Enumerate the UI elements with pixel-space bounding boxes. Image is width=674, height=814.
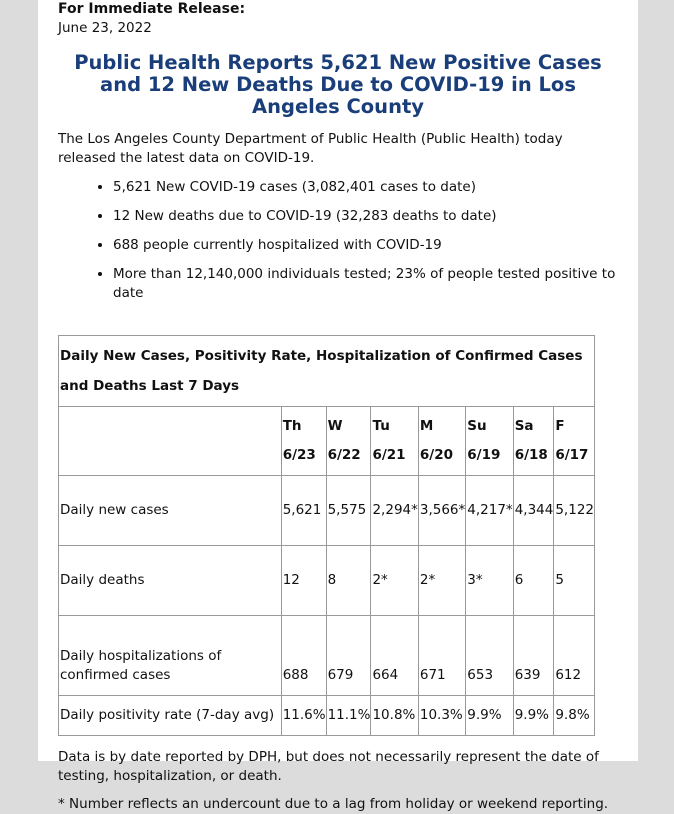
summary-item: • 5,621 New COVID-19 cases (3,082,401 cases to date): [113, 178, 618, 197]
table-cell: 8: [326, 546, 371, 616]
day-header: F 6/17: [554, 407, 595, 476]
table-cell: 2*: [371, 546, 418, 616]
table-cell: 664: [371, 616, 418, 696]
day-header: Tu 6/21: [371, 407, 418, 476]
table-cell: 5,122: [554, 476, 595, 546]
table-row: [59, 696, 595, 736]
table-cell: 5: [554, 546, 595, 616]
table-cell: 639: [513, 616, 554, 696]
table-row: [59, 546, 595, 616]
footnotes: [58, 748, 618, 814]
day-header: W 6/22: [326, 407, 371, 476]
table-cell: 6: [513, 546, 554, 616]
release-date: June 23, 2022: [58, 20, 152, 36]
table-cell: 612: [554, 616, 595, 696]
table-cell: 3,566*: [418, 476, 465, 546]
table-cell: 12: [281, 546, 326, 616]
day-header: Sa 6/18: [513, 407, 554, 476]
table-cell: 10.3%: [418, 696, 465, 736]
row-label: Daily deaths: [59, 546, 282, 616]
row-label: Daily positivity rate (7-day avg): [59, 696, 282, 736]
table-cell: 2*: [418, 546, 465, 616]
table-title: Daily New Cases, Positivity Rate, Hospitalization of Confirmed Cases and Deaths Last 7 Days: [59, 336, 595, 407]
data-note: Data is by date reported by DPH, but does not necessarily represent the date of testing, hospitalization, or death.: [58, 749, 599, 784]
table-row: [59, 476, 595, 546]
intro-paragraph: The Los Angeles County Department of Public Health (Public Health) today released the latest data on COVID-19.: [58, 131, 563, 166]
press-release-page: [38, 0, 638, 812]
table-cell: 9.9%: [466, 696, 513, 736]
day-header: M 6/20: [418, 407, 465, 476]
summary-item: • More than 12,140,000 individuals tested; 23% of people tested positive to date: [113, 265, 618, 303]
header-blank-cell: [59, 407, 282, 476]
day-header: Su 6/19: [466, 407, 513, 476]
table-cell: 688: [281, 616, 326, 696]
covid-data-table: [58, 335, 595, 736]
summary-item: • 688 people currently hospitalized with COVID-19: [113, 236, 618, 255]
table-cell: 671: [418, 616, 465, 696]
table-cell: 9.9%: [513, 696, 554, 736]
headline: Public Health Reports 5,621 New Positive Cases and 12 New Deaths Due to COVID-19 in Los Angeles County: [74, 51, 602, 118]
table-cell: 11.1%: [326, 696, 371, 736]
table-cell: 9.8%: [554, 696, 595, 736]
table-cell: 5,621: [281, 476, 326, 546]
table-cell: 3*: [466, 546, 513, 616]
release-label: For Immediate Release:: [58, 1, 246, 17]
row-label: Daily hospitalizations of confirmed cases: [59, 616, 282, 696]
table-cell: 653: [466, 616, 513, 696]
table-cell: 11.6%: [281, 696, 326, 736]
table-cell: 679: [326, 616, 371, 696]
table-header-row: [59, 407, 595, 476]
table-cell: 10.8%: [371, 696, 418, 736]
table-cell: 4,217*: [466, 476, 513, 546]
table-cell: 5,575: [326, 476, 371, 546]
row-label: Daily new cases: [59, 476, 282, 546]
table-cell: 2,294*: [371, 476, 418, 546]
table-row: [59, 616, 595, 696]
undercount-note: * Number reflects an undercount due to a lag from holiday or weekend reporting.: [58, 796, 609, 812]
table-cell: 4,344: [513, 476, 554, 546]
summary-item: • 12 New deaths due to COVID-19 (32,283 deaths to date): [113, 207, 618, 226]
day-header: Th 6/23: [281, 407, 326, 476]
summary-list: [58, 178, 618, 303]
